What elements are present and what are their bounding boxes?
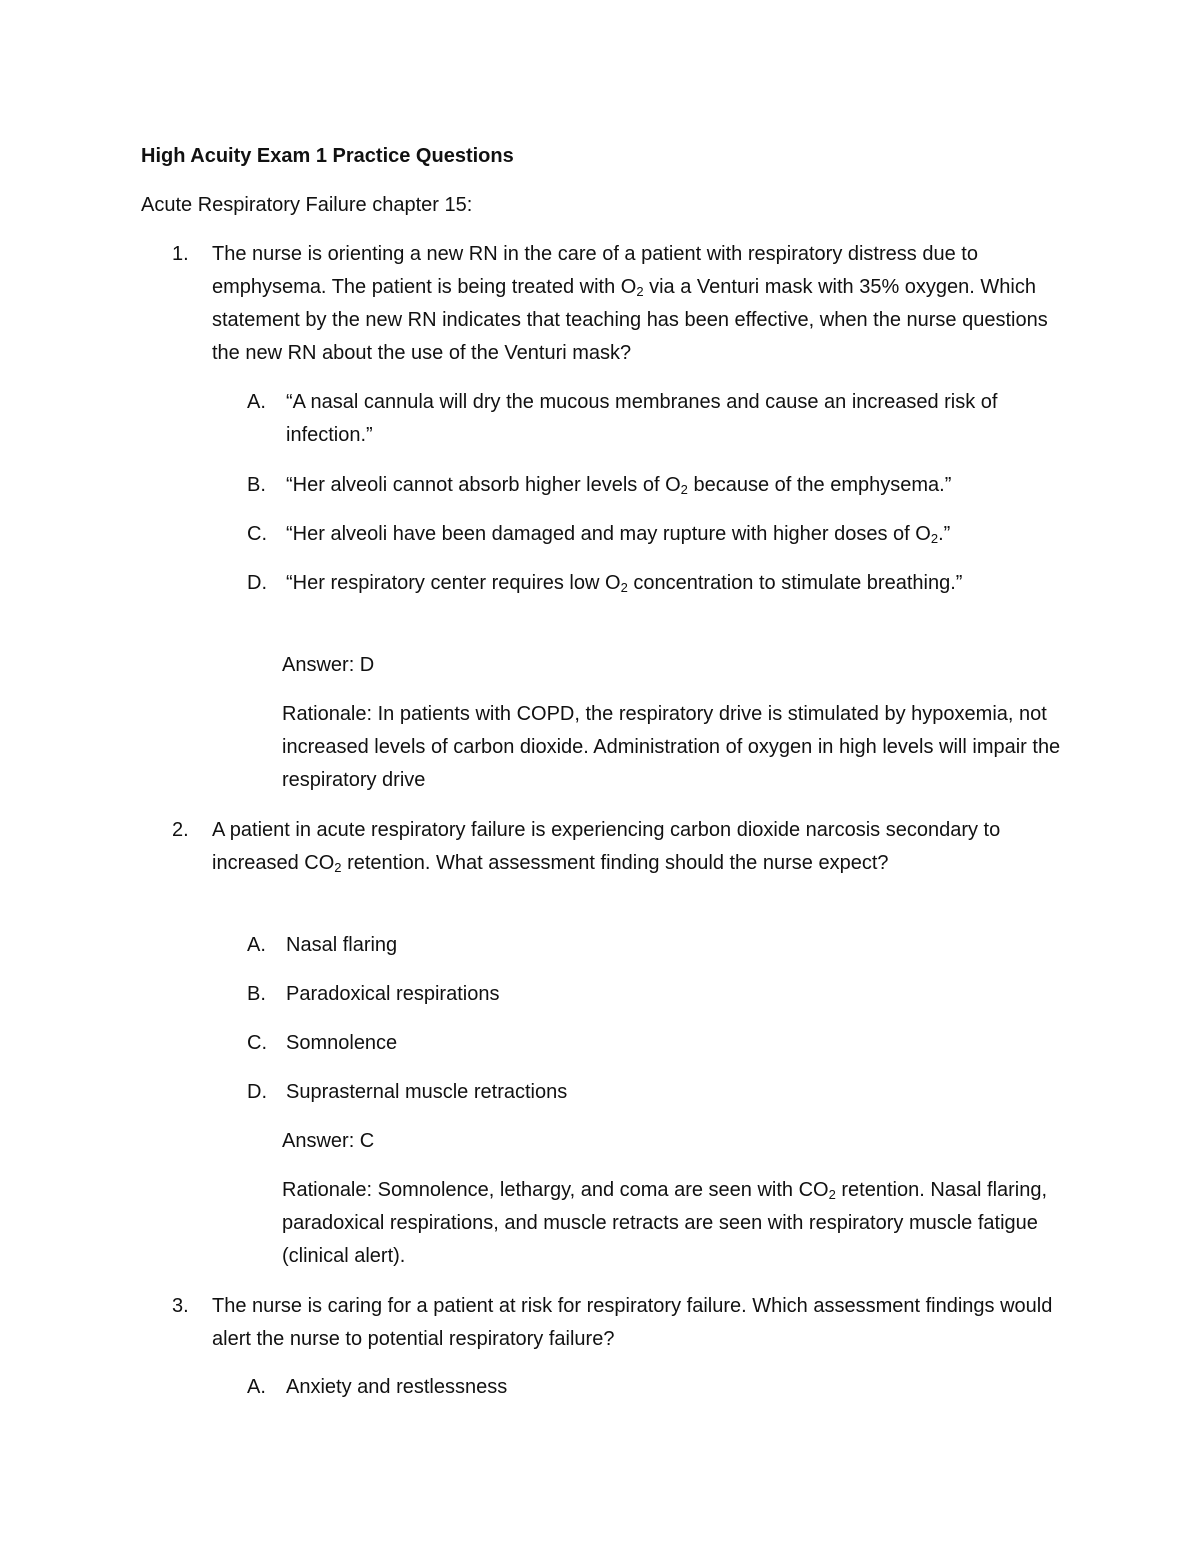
option-text: Anxiety and restlessness: [286, 1376, 508, 1398]
option-text: “Her alveoli cannot absorb higher levels of $O_2$ because of the emphysema.”: [286, 474, 952, 497]
question-number: 2.: [172, 819, 189, 841]
question-stem: A patient in acute respiratory failure is experiencing carbon dioxide narcosis secondary to increased $CO_2$ retention. What assessment finding should the nurse expect?: [212, 819, 1001, 875]
document-title: High Acuity Exam 1 Practice Questions: [141, 145, 514, 167]
answer: Answer: D: [282, 654, 375, 676]
option-letter: C.: [247, 523, 267, 545]
option-text: “Her respiratory center requires low $O_2$ concentration to stimulate breathing.”: [286, 572, 963, 595]
option-text: “Her alveoli have been damaged and may rupture with higher doses of $O_2$.”: [286, 523, 951, 546]
question-number: 3.: [172, 1295, 189, 1317]
option-letter: D.: [247, 572, 267, 594]
chapter-heading: Acute Respiratory Failure chapter 15:: [141, 194, 473, 216]
option-letter: B.: [247, 474, 266, 496]
option-letter: A.: [247, 391, 266, 413]
option-text: Nasal flaring: [286, 934, 398, 956]
option-text: Somnolence: [286, 1032, 398, 1054]
option-text: Suprasternal muscle retractions: [286, 1081, 568, 1103]
option-text: “A nasal cannula will dry the mucous membranes and cause an increased risk of infection.”: [286, 391, 998, 446]
option-letter: D.: [247, 1081, 267, 1103]
question-stem: The nurse is caring for a patient at risk for respiratory failure. Which assessment findings would alert the nurse to potential respiratory failure?: [212, 1295, 1053, 1350]
option-letter: A.: [247, 1376, 266, 1398]
rationale: Rationale: In patients with COPD, the respiratory drive is stimulated by hypoxemia, not increased levels of carbon dioxide. Administration of oxygen in high levels will impair the respiratory drive: [282, 703, 1061, 791]
option-letter: A.: [247, 934, 266, 956]
option-text: Paradoxical respirations: [286, 983, 500, 1005]
answer: Answer: C: [282, 1130, 375, 1152]
option-letter: B.: [247, 983, 266, 1005]
rationale: Rationale: Somnolence, lethargy, and coma are seen with $CO_2$ retention. Nasal flaring, paradoxical respirations, and muscle retracts are seen with respiratory muscle fatigue (clinical alert).: [282, 1179, 1048, 1267]
question-stem: The nurse is orienting a new RN in the care of a patient with respiratory distress due to emphysema. The patient is being treated with $O_2$ via a Venturi mask with 35% oxygen. Which statement by the new RN indicates that teaching has been effective, when the nurse questions the new RN about the use of the Venturi mask?: [212, 243, 1048, 364]
option-letter: C.: [247, 1032, 267, 1054]
question-number: 1.: [172, 243, 189, 265]
